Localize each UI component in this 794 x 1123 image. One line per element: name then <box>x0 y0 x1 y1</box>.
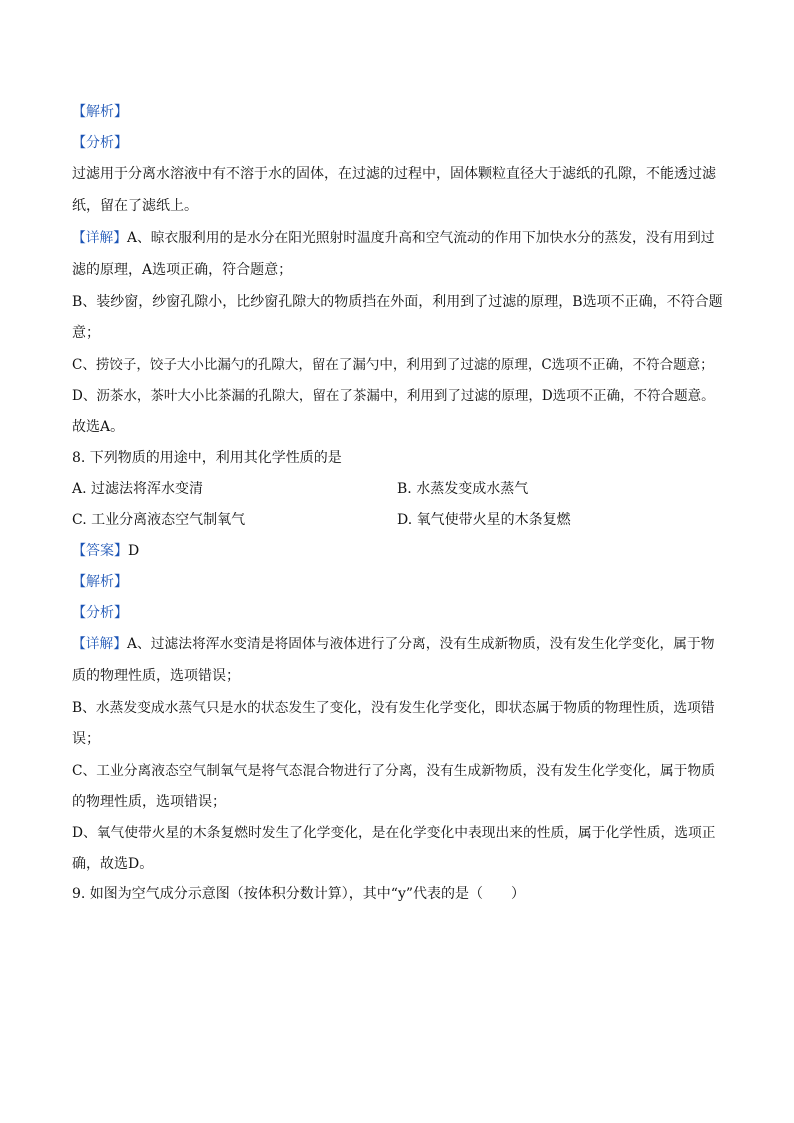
q8-detail-line-2: 质的物理性质，选项错误； <box>72 668 240 684</box>
q7-fenxi-heading: 【分析】 <box>72 135 128 151</box>
q8-detail-tag: 【详解】 <box>72 636 128 652</box>
q7-analysis-line-2: 纸，留在了滤纸上。 <box>72 198 198 214</box>
q8-answer-value: D <box>128 543 140 559</box>
q8-fenxi-heading: 【分析】 <box>72 605 128 621</box>
q8-option-b: B. 水蒸发变成水蒸气 <box>397 481 529 497</box>
q8-detail-line-4: 误； <box>72 731 100 747</box>
q8-detail-line-1 <box>72 634 714 654</box>
q7-detail-text-1: A、晾衣服利用的是水分在阳光照射时温度升高和空气流动的作用下加快水分的蒸发，没有用到过 <box>127 230 715 246</box>
q8-option-a: A. 过滤法将浑水变清 <box>72 481 204 497</box>
q7-detail-tag: 【详解】 <box>72 230 128 246</box>
q7-detail-line-1 <box>72 228 714 248</box>
q8-detail-line-5: C、工业分离液态空气制氧气是将气态混合物进行了分离，没有生成新物质，没有发生化学变化，属于物质 <box>72 763 716 779</box>
q8-detail-text-1: A、过滤法将浑水变清是将固体与液体进行了分离，没有生成新物质，没有发生化学变化，属于物 <box>127 636 715 652</box>
q7-detail-line-2: 滤的原理，A选项正确，符合题意； <box>72 262 293 278</box>
q8-detail-line-7: D、氧气使带火星的木条复燃时发生了化学变化，是在化学变化中表现出来的性质，属于化学性质，选项正 <box>72 825 716 841</box>
q9-question: 9. 如图为空气成分示意图（按体积分数计算），其中“y”代表的是（ ） <box>72 886 526 902</box>
q8-option-c: C. 工业分离液态空气制氧气 <box>72 512 246 528</box>
q7-jiexi-heading: 【解析】 <box>72 104 128 120</box>
q8-jiexi-heading: 【解析】 <box>72 574 128 590</box>
q8-answer-line <box>72 541 139 561</box>
q8-question: 8. 下列物质的用途中，利用其化学性质的是 <box>72 450 342 466</box>
q8-detail-line-6: 的物理性质，选项错误； <box>72 794 226 810</box>
q8-answer-tag: 【答案】 <box>72 543 128 559</box>
q7-detail-line-7: 故选A。 <box>72 419 125 435</box>
q7-detail-line-4: 意； <box>72 325 100 341</box>
q8-detail-line-8: 确，故选D。 <box>72 856 154 872</box>
q8-option-d: D. 氧气使带火星的木条复燃 <box>397 512 571 528</box>
q8-detail-line-3: B、水蒸发变成水蒸气只是水的状态发生了变化，没有发生化学变化，即状态属于物质的物理性质，选项错 <box>72 700 715 716</box>
q7-analysis-line-1: 过滤用于分离水溶液中有不溶于水的固体，在过滤的过程中，固体颗粒直径大于滤纸的孔隙，不能透过滤 <box>72 166 716 182</box>
q7-detail-line-5: C、捞饺子，饺子大小比漏勺的孔隙大，留在了漏勺中，利用到了过滤的原理，C选项不正确，不符合题意； <box>72 357 714 373</box>
q7-detail-line-6: D、沥茶水，茶叶大小比茶漏的孔隙大，留在了茶漏中，利用到了过滤的原理，D选项不正确，不符合题意。 <box>72 388 715 404</box>
q7-detail-line-3: B、装纱窗，纱窗孔隙小，比纱窗孔隙大的物质挡在外面，利用到了过滤的原理，B选项不正确，不符合题 <box>72 294 723 310</box>
